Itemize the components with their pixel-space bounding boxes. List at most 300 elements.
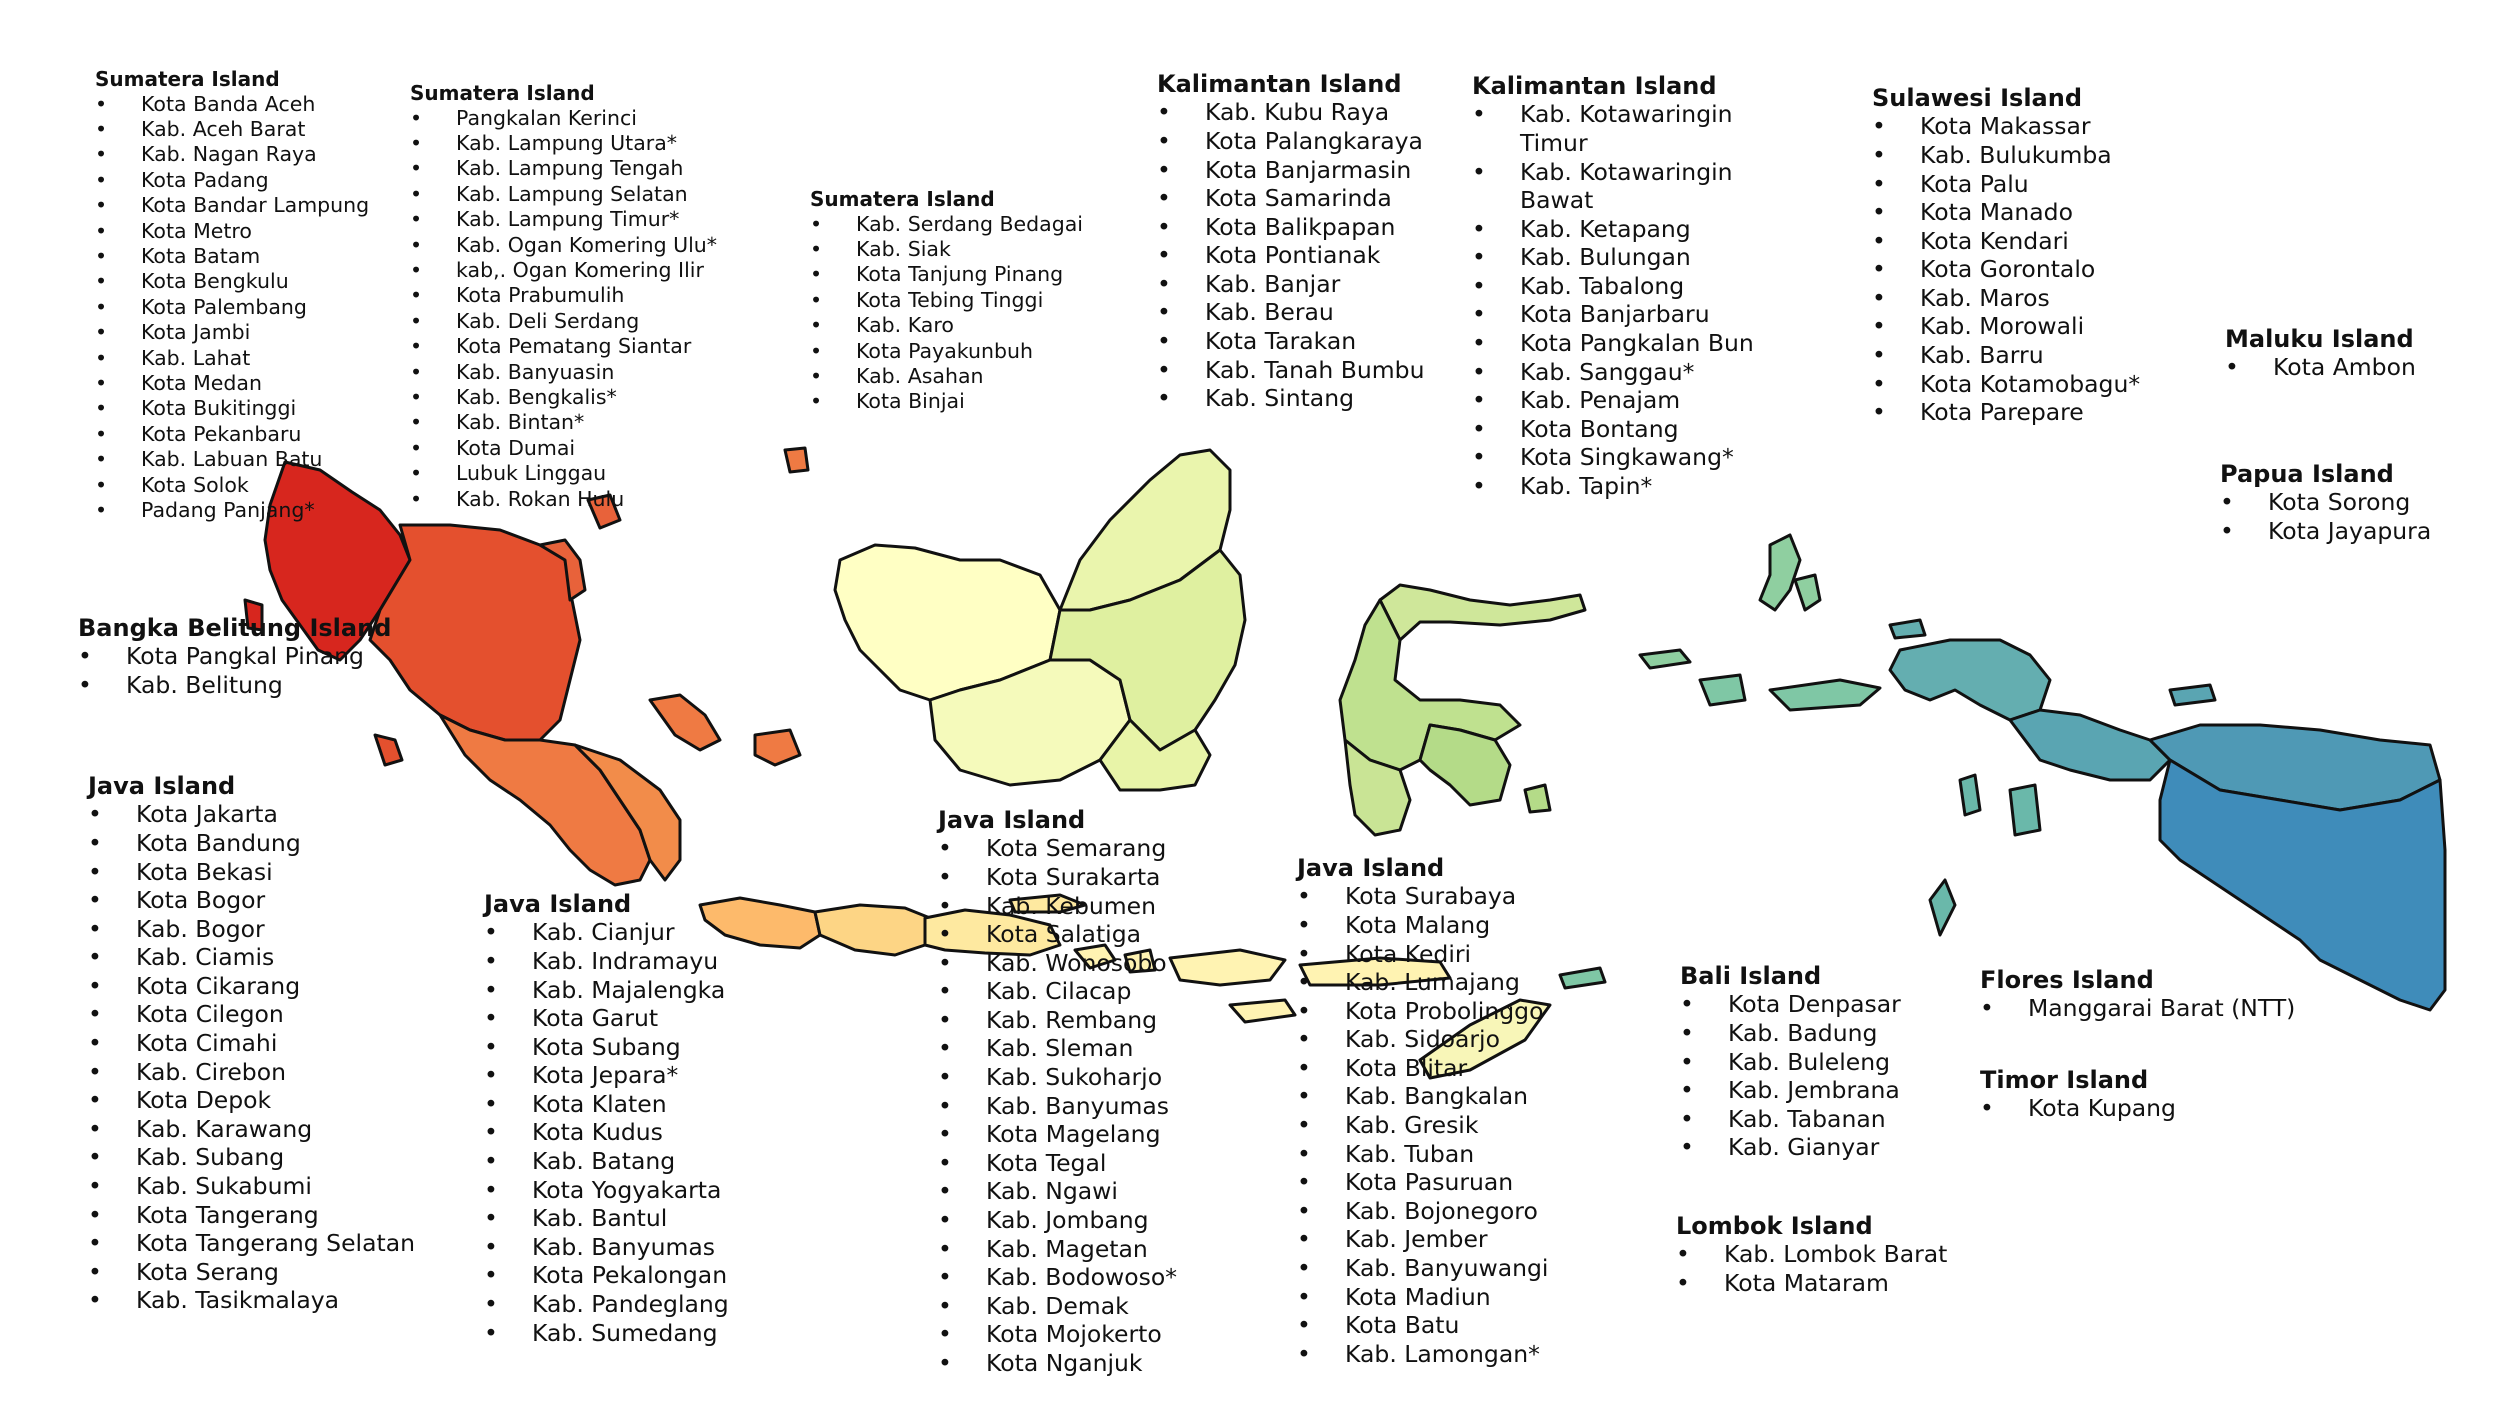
- bullet-icon: •: [484, 1175, 498, 1204]
- bullet-icon: •: [1472, 271, 1486, 300]
- group-title: Java Island: [484, 890, 632, 918]
- list-item: [95, 320, 369, 345]
- item-list: [484, 918, 729, 1347]
- item-list: [1872, 112, 2140, 427]
- bullet-icon: •: [88, 1114, 102, 1143]
- list-item: [95, 447, 369, 472]
- list-item: [810, 288, 1083, 313]
- item-list: [1680, 990, 1901, 1162]
- list-item: [1872, 198, 2140, 227]
- bullet-icon: •: [95, 91, 108, 116]
- list-item: [410, 487, 717, 512]
- bullet-icon: •: [95, 244, 108, 269]
- list-item: [88, 915, 415, 944]
- bullet-icon: •: [88, 1086, 102, 1115]
- bullet-icon: •: [1472, 357, 1486, 386]
- bullet-icon: •: [2225, 353, 2239, 382]
- list-item: [95, 142, 369, 167]
- bullet-icon: •: [938, 920, 952, 949]
- bullet-icon: •: [95, 193, 108, 218]
- bullet-icon: •: [410, 334, 423, 359]
- maluku-seram: [1770, 680, 1880, 710]
- bullet-icon: •: [78, 670, 92, 699]
- item-label: Kab. Bintan*: [456, 410, 585, 435]
- list-item: [1872, 398, 2140, 427]
- bullet-icon: •: [938, 1120, 952, 1149]
- list-item: [1297, 1140, 1548, 1169]
- group-title: Bali Island: [1680, 962, 1822, 990]
- item-label: Kab. Banjar: [1205, 269, 1341, 298]
- bullet-icon: •: [1872, 341, 1886, 370]
- group-sumatera-1: [95, 68, 369, 524]
- item-label: Kota Kediri: [1345, 939, 1472, 968]
- bullet-icon: •: [938, 1234, 952, 1263]
- bullet-icon: •: [95, 421, 108, 446]
- item-list: [88, 800, 415, 1315]
- sulawesi-region-north: [1380, 585, 1585, 640]
- list-item: [484, 1290, 729, 1319]
- item-label: Kota Pekanbaru: [141, 421, 302, 446]
- bullet-icon: •: [1680, 990, 1694, 1019]
- bullet-icon: •: [1297, 1082, 1311, 1111]
- item-list: [1297, 882, 1548, 1368]
- list-item: [95, 295, 369, 320]
- list-item: [484, 1090, 729, 1119]
- item-label: Kota Depok: [136, 1086, 272, 1115]
- item-label: Kab. Pandeglang: [532, 1290, 729, 1319]
- item-label: Kab. Lombok Barat: [1724, 1240, 1948, 1269]
- item-list: [1980, 994, 2295, 1023]
- item-label: Kab. Gianyar: [1728, 1133, 1880, 1162]
- group-flores: [1980, 966, 2295, 1023]
- item-label: Kab. Maros: [1920, 283, 2050, 312]
- item-label: Kab. Lahat: [141, 345, 251, 370]
- bullet-icon: •: [484, 1032, 498, 1061]
- list-item: [88, 858, 415, 887]
- list-item: [484, 1204, 729, 1233]
- item-label: Kab. Tabalong: [1520, 271, 1685, 300]
- group-maluku: [2225, 325, 2416, 382]
- list-item: [810, 313, 1083, 338]
- item-label: Kota Kupang: [2028, 1094, 2176, 1123]
- bullet-icon: •: [484, 1118, 498, 1147]
- item-label: Kab. Bulungan: [1520, 243, 1691, 272]
- list-item: [484, 947, 729, 976]
- list-item: [1680, 1019, 1901, 1048]
- list-item: [938, 1092, 1177, 1121]
- bullet-icon: •: [95, 472, 108, 497]
- list-item: [484, 1004, 729, 1033]
- bullet-icon: •: [410, 232, 423, 257]
- list-item: [410, 309, 717, 334]
- item-label: Kab. Ketapang: [1520, 214, 1691, 243]
- bullet-icon: •: [410, 156, 423, 181]
- group-title: Lombok Island: [1676, 1212, 1873, 1240]
- item-label: Kab. Aceh Barat: [141, 117, 306, 141]
- item-label: Kota Mataram: [1724, 1268, 1889, 1297]
- mentawai-island: [375, 735, 402, 765]
- belitung-island: [755, 730, 800, 765]
- list-item: [938, 949, 1177, 978]
- list-item: [1472, 158, 1772, 215]
- list-item: [1157, 327, 1425, 356]
- list-item: [88, 943, 415, 972]
- item-label: Kota Subang: [532, 1032, 681, 1061]
- sulawesi-islands: [1525, 785, 1550, 812]
- item-label: kab,. Ogan Komering Ilir: [456, 258, 704, 283]
- bullet-icon: •: [484, 918, 498, 947]
- bullet-icon: •: [810, 262, 823, 287]
- bullet-icon: •: [95, 142, 108, 167]
- bullet-icon: •: [88, 1257, 102, 1286]
- list-item: [95, 371, 369, 396]
- group-title: Sumatera Island: [810, 187, 995, 211]
- group-sulawesi: [1872, 84, 2140, 427]
- list-item: [1872, 170, 2140, 199]
- bullet-icon: •: [88, 1143, 102, 1172]
- item-label: Kota Pangkal Pinang: [126, 642, 364, 671]
- item-label: Kab. Bengkalis*: [456, 385, 617, 410]
- item-label: Kota Ambon: [2273, 353, 2416, 382]
- item-label: Kota Tegal: [986, 1148, 1107, 1177]
- group-title: Maluku Island: [2225, 325, 2414, 353]
- list-item: [484, 1147, 729, 1176]
- item-label: Kab. Bantul: [532, 1204, 668, 1233]
- group-java-4: [1297, 854, 1548, 1368]
- papua-waigeo: [1890, 620, 1925, 638]
- bullet-icon: •: [1872, 169, 1886, 198]
- item-label: Kab. Tapin*: [1520, 472, 1653, 501]
- list-item: [1157, 156, 1425, 185]
- group-kalimantan-2: [1472, 72, 1772, 501]
- group-bangka: [78, 614, 391, 700]
- item-label: Kota Bekasi: [136, 857, 273, 886]
- bullet-icon: •: [410, 207, 423, 232]
- bullet-icon: •: [1872, 312, 1886, 341]
- item-label: Kab. Sukabumi: [136, 1172, 312, 1201]
- item-label: Kota Palu: [1920, 169, 2029, 198]
- item-label: Kab. Wonosobo: [986, 948, 1167, 977]
- bullet-icon: •: [1297, 1111, 1311, 1140]
- item-list: [95, 92, 369, 524]
- list-item: [1297, 911, 1548, 940]
- bullet-icon: •: [810, 237, 823, 261]
- list-item: [1872, 141, 2140, 170]
- list-item: [410, 436, 717, 461]
- bullet-icon: •: [410, 105, 423, 130]
- bullet-icon: •: [938, 1206, 952, 1235]
- list-item: [938, 920, 1177, 949]
- item-label: Kota Malang: [1345, 910, 1491, 939]
- bullet-icon: •: [1297, 882, 1311, 911]
- bullet-icon: •: [1297, 968, 1311, 997]
- bullet-icon: •: [1297, 996, 1311, 1025]
- list-item: [1680, 1076, 1901, 1105]
- list-item: [1872, 284, 2140, 313]
- list-item: [95, 473, 369, 498]
- list-item: [810, 262, 1083, 287]
- list-item: [938, 892, 1177, 921]
- item-label: Kota Palembang: [141, 294, 307, 319]
- item-label: Kota Mojokerto: [986, 1320, 1162, 1349]
- list-item: [95, 117, 369, 142]
- item-label: Kab. Jember: [1345, 1225, 1488, 1254]
- java-region-central: [815, 905, 930, 955]
- bullet-icon: •: [938, 1291, 952, 1320]
- item-label: Kab. Karawang: [136, 1114, 313, 1143]
- list-item: [1297, 1054, 1548, 1083]
- list-item: [410, 410, 717, 435]
- item-label: Kota Jayapura: [2268, 516, 2432, 545]
- bullet-icon: •: [2220, 516, 2234, 545]
- list-item: [1680, 1048, 1901, 1077]
- maluku-sula: [1640, 650, 1690, 668]
- list-item: [88, 1258, 415, 1287]
- list-item: [410, 283, 717, 308]
- bullet-icon: •: [1157, 155, 1171, 184]
- bullet-icon: •: [410, 258, 423, 283]
- item-label: Kab. Banyuasin: [456, 359, 615, 384]
- item-label: Kab. Morowali: [1920, 312, 2085, 341]
- item-label: Kab. Bulukumba: [1920, 140, 2112, 169]
- list-item: [88, 1115, 415, 1144]
- bullet-icon: •: [1297, 1339, 1311, 1368]
- list-item: [1157, 241, 1425, 270]
- bullet-icon: •: [1297, 1196, 1311, 1225]
- list-item: [938, 834, 1177, 863]
- bullet-icon: •: [95, 345, 108, 370]
- list-item: [1872, 255, 2140, 284]
- item-label: Kab. Banyumas: [532, 1232, 716, 1261]
- bullet-icon: •: [88, 1000, 102, 1029]
- item-label: Kab. Sidoarjo: [1345, 1025, 1500, 1054]
- list-item: [1472, 386, 1772, 415]
- item-label: Kab. Buleleng: [1728, 1047, 1891, 1076]
- list-item: [1980, 994, 2295, 1023]
- bullet-icon: •: [484, 1261, 498, 1290]
- list-item: [1157, 356, 1425, 385]
- list-item: [484, 976, 729, 1005]
- bullet-icon: •: [1157, 212, 1171, 241]
- item-label: Kota Binjai: [856, 389, 965, 414]
- item-label: Kota Magelang: [986, 1120, 1161, 1149]
- list-item: [1680, 1105, 1901, 1134]
- item-label: Kab. Cianjur: [532, 918, 675, 947]
- list-item: [1157, 127, 1425, 156]
- maluku-buru: [1700, 675, 1745, 705]
- item-label: Kab. Rokan Hulu: [456, 486, 625, 511]
- item-label: Kota Dumai: [456, 435, 576, 460]
- item-label: Kota Bukitinggi: [141, 396, 297, 421]
- item-label: Kota Pontianak: [1205, 241, 1381, 270]
- bullet-icon: •: [95, 117, 108, 141]
- item-label: Kab. Tabanan: [1728, 1104, 1886, 1133]
- item-label: Kota Manado: [1920, 198, 2073, 227]
- item-label: Kab. Magetan: [986, 1234, 1148, 1263]
- bullet-icon: •: [410, 131, 423, 155]
- bullet-icon: •: [1872, 283, 1886, 312]
- item-label: Kab. Badung: [1728, 1018, 1878, 1047]
- item-label: Kota Gorontalo: [1920, 255, 2096, 284]
- list-item: [810, 237, 1083, 262]
- bullet-icon: •: [484, 1061, 498, 1090]
- list-item: [1472, 243, 1772, 272]
- list-item: [1472, 415, 1772, 444]
- item-label: Kota Kudus: [532, 1118, 663, 1147]
- bullet-icon: •: [1872, 226, 1886, 255]
- item-label: Kab. Lampung Selatan: [456, 181, 688, 206]
- sumbawa-island: [1170, 950, 1285, 985]
- group-title: Papua Island: [2220, 460, 2394, 488]
- list-item: [88, 1000, 415, 1029]
- bullet-icon: •: [1157, 327, 1171, 356]
- item-list: [938, 834, 1177, 1377]
- list-item: [1157, 298, 1425, 327]
- group-sumatera-3: [810, 188, 1083, 415]
- item-label: Kab. Serdang Bedagai: [856, 211, 1084, 236]
- bullet-icon: •: [810, 287, 823, 312]
- papua-region-bird-neck: [2010, 710, 2170, 780]
- list-item: [1472, 472, 1772, 501]
- bullet-icon: •: [88, 1286, 102, 1315]
- list-item: [88, 1086, 415, 1115]
- list-item: [88, 1201, 415, 1230]
- bullet-icon: •: [1680, 1104, 1694, 1133]
- item-label: Kab. Indramayu: [532, 946, 719, 975]
- group-lombok: [1676, 1212, 1947, 1298]
- list-item: [484, 918, 729, 947]
- bullet-icon: •: [484, 1147, 498, 1176]
- bullet-icon: •: [1680, 1076, 1694, 1105]
- bullet-icon: •: [1297, 1139, 1311, 1168]
- list-item: [938, 1292, 1177, 1321]
- list-item: [410, 385, 717, 410]
- bullet-icon: •: [1297, 1254, 1311, 1283]
- item-label: Kota Cimahi: [136, 1029, 278, 1058]
- list-item: [95, 168, 369, 193]
- list-item: [1472, 215, 1772, 244]
- bullet-icon: •: [1472, 329, 1486, 358]
- item-label: Kota Tebing Tinggi: [856, 287, 1044, 312]
- bullet-icon: •: [1872, 369, 1886, 398]
- item-label: Kota Banda Aceh: [141, 91, 316, 116]
- list-item: [1297, 968, 1548, 997]
- list-item: [1676, 1269, 1947, 1298]
- list-item: [938, 1177, 1177, 1206]
- list-item: [95, 498, 369, 523]
- list-item: [410, 156, 717, 181]
- bullet-icon: •: [410, 385, 423, 410]
- item-label: Kab. Ngawi: [986, 1177, 1118, 1206]
- bullet-icon: •: [78, 642, 92, 671]
- item-label: Kab. Tanah Bumbu: [1205, 355, 1425, 384]
- group-java-1: [88, 772, 415, 1315]
- list-item: [95, 346, 369, 371]
- item-label: Kab. Gresik: [1345, 1111, 1479, 1140]
- bullet-icon: •: [410, 359, 423, 384]
- item-label: Manggarai Barat (NTT): [2028, 994, 2296, 1023]
- bullet-icon: •: [1980, 1094, 1994, 1123]
- list-item: [938, 1206, 1177, 1235]
- item-label: Kab. Majalengka: [532, 975, 726, 1004]
- bullet-icon: •: [484, 975, 498, 1004]
- item-label: Kab. Deli Serdang: [456, 308, 640, 333]
- bullet-icon: •: [1472, 386, 1486, 415]
- item-label: Kota Pasuruan: [1345, 1168, 1514, 1197]
- item-label: Kota Singkawang*: [1520, 443, 1734, 472]
- group-title: Flores Island: [1980, 966, 2154, 994]
- bullet-icon: •: [95, 320, 108, 345]
- item-label: Kota Bandar Lampung: [141, 193, 370, 218]
- list-item: [88, 1229, 415, 1258]
- item-label: Kab. Sanggau*: [1520, 357, 1695, 386]
- maluku-aru: [2010, 785, 2040, 835]
- item-label: Lubuk Linggau: [456, 461, 607, 486]
- list-item: [1297, 1225, 1548, 1254]
- bullet-icon: •: [88, 800, 102, 829]
- list-item: [1680, 1133, 1901, 1162]
- maluku-halmahera-east: [1795, 575, 1820, 610]
- item-list: [2225, 353, 2416, 382]
- bullet-icon: •: [410, 435, 423, 460]
- group-title: Bangka Belitung Island: [78, 614, 392, 642]
- list-item: [938, 1149, 1177, 1178]
- bullet-icon: •: [1472, 214, 1486, 243]
- list-item: [95, 269, 369, 294]
- item-label: Kota Bandung: [136, 828, 301, 857]
- bullet-icon: •: [1157, 384, 1171, 413]
- item-label: Padang Panjang*: [141, 498, 315, 523]
- item-label: Kota Serang: [136, 1257, 279, 1286]
- list-item: [88, 829, 415, 858]
- item-label: Kab. Sleman: [986, 1034, 1134, 1063]
- list-item: [410, 461, 717, 486]
- list-item: [1472, 329, 1772, 358]
- item-label: Kab. Banyumas: [986, 1091, 1170, 1120]
- item-label: Kota Tangerang Selatan: [136, 1229, 415, 1258]
- item-label: Kab. Jombang: [986, 1206, 1149, 1235]
- item-label: Kota Madiun: [1345, 1282, 1491, 1311]
- bullet-icon: •: [410, 486, 423, 511]
- item-label: Kab. Lampung Utara*: [456, 131, 678, 155]
- bullet-icon: •: [938, 1263, 952, 1292]
- list-item: [1872, 370, 2140, 399]
- group-java-3: [938, 806, 1177, 1378]
- maluku-wetar: [1560, 968, 1605, 988]
- list-item: [95, 219, 369, 244]
- list-item: [1472, 443, 1772, 472]
- list-item: [95, 244, 369, 269]
- item-label: Kab. Sintang: [1205, 384, 1355, 413]
- sumba-island: [1230, 1000, 1295, 1022]
- item-label: Kab. Sumedang: [532, 1318, 718, 1347]
- list-item: [88, 1029, 415, 1058]
- bullet-icon: •: [938, 1148, 952, 1177]
- bullet-icon: •: [810, 313, 823, 338]
- bullet-icon: •: [1980, 994, 1994, 1023]
- list-item: [88, 886, 415, 915]
- item-label: Kota Sorong: [2268, 488, 2411, 517]
- item-label: Kab. Bodowoso*: [986, 1263, 1178, 1292]
- item-label: Kab. Ciamis: [136, 943, 275, 972]
- bullet-icon: •: [1297, 1282, 1311, 1311]
- natuna-island: [785, 448, 808, 472]
- list-item: [484, 1176, 729, 1205]
- item-label: Kab. Lumajang: [1345, 968, 1520, 997]
- list-item: [1297, 997, 1548, 1026]
- list-item: [1872, 312, 2140, 341]
- item-label: Kab. Tuban: [1345, 1139, 1475, 1168]
